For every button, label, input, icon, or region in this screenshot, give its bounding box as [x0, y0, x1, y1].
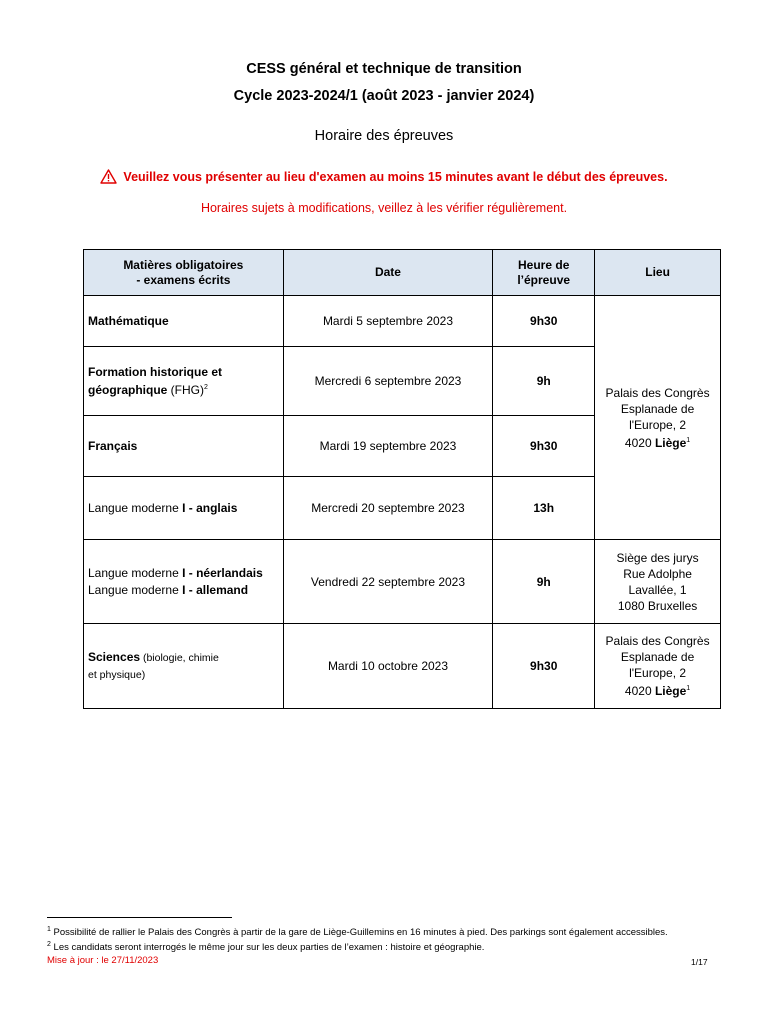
table-row	[84, 624, 721, 709]
place-line: 1080 Bruxelles	[617, 598, 698, 613]
subject-bold: Sciences	[88, 650, 141, 664]
subtitle: Horaire des épreuves	[314, 128, 454, 144]
page-number: 1/17	[691, 957, 708, 967]
place-postcode: 4020	[624, 684, 655, 698]
header-place: Lieu	[595, 250, 721, 296]
place-postcode: 4020	[624, 435, 655, 450]
time-cell: 13h	[493, 477, 595, 540]
date-cell: Mardi 19 septembre 2023	[283, 416, 493, 477]
footnote-2	[47, 941, 484, 953]
subject-cell	[84, 477, 284, 540]
place-city: Liège	[654, 684, 687, 698]
time-cell: 9h30	[493, 624, 595, 709]
subject-detail: et physique)	[88, 669, 146, 681]
subject-bold: géographique	[88, 383, 168, 397]
table-header-row	[84, 250, 721, 296]
subject-detail: (biologie, chimie	[140, 652, 219, 664]
subject-cell	[84, 347, 284, 416]
date-cell: Mercredi 6 septembre 2023	[283, 347, 493, 416]
date-cell: Mardi 10 octobre 2023	[283, 624, 493, 709]
place-cell-brussels	[595, 540, 721, 624]
subject-prefix: Langue moderne	[88, 501, 183, 515]
place-line: Esplanade de	[620, 650, 695, 664]
header-date: Date	[283, 250, 493, 296]
place-line: Lavallée, 1	[628, 582, 687, 597]
place-cell-liege-2	[595, 624, 721, 709]
place-line: l'Europe, 2	[629, 666, 687, 680]
place-line: Rue Adolphe	[623, 566, 692, 581]
footnote-mark: 2	[47, 941, 51, 948]
date-cell: Mercredi 20 septembre 2023	[283, 477, 493, 540]
footnote-text: Les candidats seront interrogés le même jour sur les deux parties de l’examen : histoire et géographie.	[50, 942, 485, 954]
header-time	[493, 250, 595, 296]
place-city: Liège	[654, 435, 687, 450]
time-cell: 9h	[493, 347, 595, 416]
footnote-1	[47, 926, 668, 938]
footnote-ref: 1	[686, 436, 691, 444]
subject-prefix: Langue moderne	[88, 565, 183, 580]
subject-cell: Mathématique	[84, 296, 284, 347]
header-subject-line1: Matières obligatoires	[123, 257, 244, 272]
time-cell: 9h	[493, 540, 595, 624]
title-line-1: CESS général et technique de transition	[246, 61, 522, 77]
subject-prefix: Langue moderne	[88, 582, 183, 597]
header-subject	[84, 250, 284, 296]
date-cell: Vendredi 22 septembre 2023	[283, 540, 493, 624]
subject-cell	[84, 540, 284, 624]
table-row	[84, 296, 721, 347]
table-row	[84, 540, 721, 624]
title-line-2: Cycle 2023-2024/1 (août 2023 - janvier 2024)	[233, 88, 535, 104]
modification-note: Horaires sujets à modifications, veillez à les vérifier régulièrement.	[200, 201, 568, 215]
footnote-ref: 2	[204, 384, 208, 391]
subject-bold: I - anglais	[182, 501, 238, 515]
time-cell: 9h30	[493, 416, 595, 477]
place-line: Siège des jurys	[616, 550, 699, 565]
header-subject-line2: - examens écrits	[136, 272, 231, 287]
date-cell: Mardi 5 septembre 2023	[283, 296, 493, 347]
warning-message	[0, 169, 768, 184]
footnote-separator	[47, 917, 232, 918]
update-date: Mise à jour : le 27/11/2023	[47, 955, 159, 966]
header-time-line1: Heure de	[518, 257, 570, 272]
subject-abbrev: (FHG)	[167, 383, 204, 397]
warning-triangle-icon	[100, 169, 117, 184]
warning-text: Veuillez vous présenter au lieu d'examen au moins 15 minutes avant le début des épreuves.	[123, 170, 668, 184]
subject-bold: Formation historique et	[88, 365, 223, 379]
place-line: Esplanade de	[620, 401, 695, 416]
footnote-mark: 1	[47, 926, 51, 933]
header-time-line2: l’épreuve	[517, 272, 571, 287]
subject-bold: I - allemand	[182, 582, 249, 597]
time-cell: 9h30	[493, 296, 595, 347]
footnote-ref: 1	[686, 685, 691, 692]
exam-schedule-table	[83, 249, 721, 709]
place-line: Palais des Congrès	[605, 634, 710, 648]
subject-cell	[84, 624, 284, 709]
place-line: Palais des Congrès	[605, 385, 710, 400]
footnote-text: Possibilité de rallier le Palais des Congrès à partir de la gare de Liège-Guillemins en 16 minutes à pied. Des parkings sont également accessibles.	[50, 927, 668, 939]
subject-cell: Français	[84, 416, 284, 477]
place-cell-liege	[595, 296, 721, 540]
place-line: l'Europe, 2	[629, 417, 687, 432]
subject-bold: I - néerlandais	[182, 565, 263, 580]
